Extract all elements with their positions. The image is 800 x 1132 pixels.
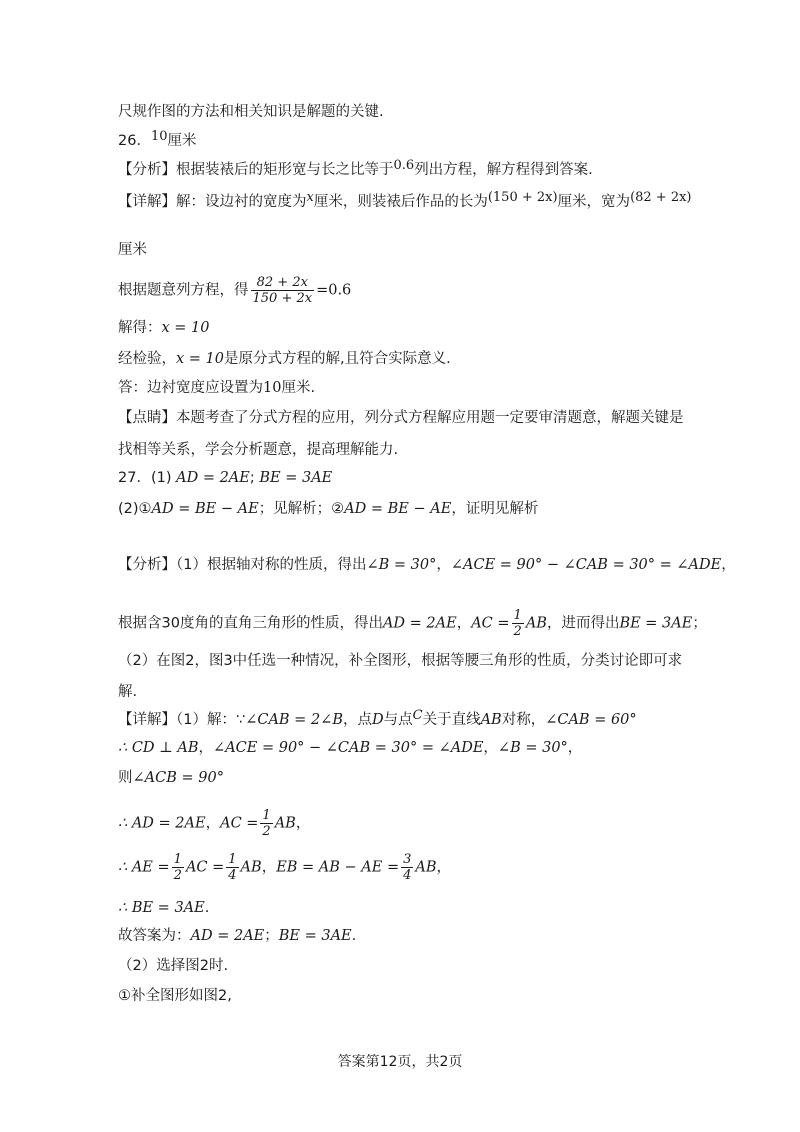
q26-detail-1: 【详解】解：设边衬的宽度为x厘米，则装裱后作品的长为(150 + 2x)厘米，宽为(82 + 2x) [118,190,692,210]
text-line-1: 尺规作图的方法和相关知识是解题的关键. [118,104,384,120]
page-footer: 答案第12页，共2页 [337,1054,463,1070]
fraction: $\frac{1}{2}$ [262,808,271,839]
q27-part2-detail: （2）选择图2时. [118,958,229,974]
fraction: $\frac{82 + 2x}{150 + 2x}$ [252,275,313,306]
q26-analysis: 【分析】根据装裱后的矩形宽与长之比等于0.6列出方程，解方程得到答案. [118,158,593,178]
q27-analysis-2: 根据含30度角的直角三角形的性质，得出AD = 2AE，AC = $\frac{1}{2}$ AB，进而得出BE = 3AE； [118,608,707,639]
fraction: $\frac{1}{2}$ [173,852,182,883]
q26-comment-2: 找相等关系，学会分析题意，提高理解能力. [118,442,399,458]
fraction: $\frac{1}{4}$ [228,852,237,883]
q27-answer: 故答案为：AD = 2AE；BE = 3AE. [118,928,357,944]
fraction: $\frac{1}{2}$ [513,608,522,639]
q26-comment-1: 【点睛】本题考查了分式方程的应用，列分式方程解应用题一定要审清题意，解题关键是 [118,410,684,426]
q26-answer: 答：边衬宽度应设置为10厘米. [118,380,316,396]
q27-analysis-3: （2）在图2，图3中任选一种情况，补全图形，根据等腰三角形的性质，分类讨论即可求 [118,653,683,669]
q27-detail-3: 则∠ACB = 90° [118,770,224,786]
q26-solution: 解得：x = 10 [118,320,210,336]
q27-part2: (2)①AD = BE − AE；见解析；②AD = BE − AE，证明见解析 [118,501,539,517]
q26-detail-2: 厘米 [118,242,147,258]
q27-detail-1: 【详解】（1）解：∵∠CAB = 2∠B，点D与点C关于直线AB对称，∠CAB = 60° [118,708,637,728]
q27-part2-figure: ①补全图形如图2, [118,988,232,1004]
q27-detail-4: ∴ AD = 2AE，AC = $\frac{1}{2}$ AB， [118,808,311,839]
q26-equation: 根据题意列方程，得 $\frac{82 + 2x}{150 + 2x}$ =0.6 [118,275,352,306]
q27-analysis-1: 【分析】（1）根据轴对称的性质，得出∠B = 30°，∠ACE = 90° − ∠CAB = 30° = ∠ADE， [118,557,736,573]
q27-detail-5: ∴ AE = $\frac{1}{2}$ AC = $\frac{1}{4}$ AB，EB = AB − AE = $\frac{3}{4}$ AB， [118,852,452,883]
q27-detail-6: ∴ BE = 3AE. [118,900,210,916]
q26-check: 经检验，x = 10是原分式方程的解,且符合实际意义. [118,351,451,367]
q27-detail-2: ∴ CD ⊥ AB，∠ACE = 90° − ∠CAB = 30° = ∠ADE，∠B = 30°， [118,740,583,756]
fraction: $\frac{3}{4}$ [403,852,412,883]
q27-part1: 27．(1) AD = 2AE; BE = 3AE [118,470,333,486]
q27-analysis-4: 解. [118,684,138,700]
q26-heading: 26．10厘米 [118,129,197,149]
